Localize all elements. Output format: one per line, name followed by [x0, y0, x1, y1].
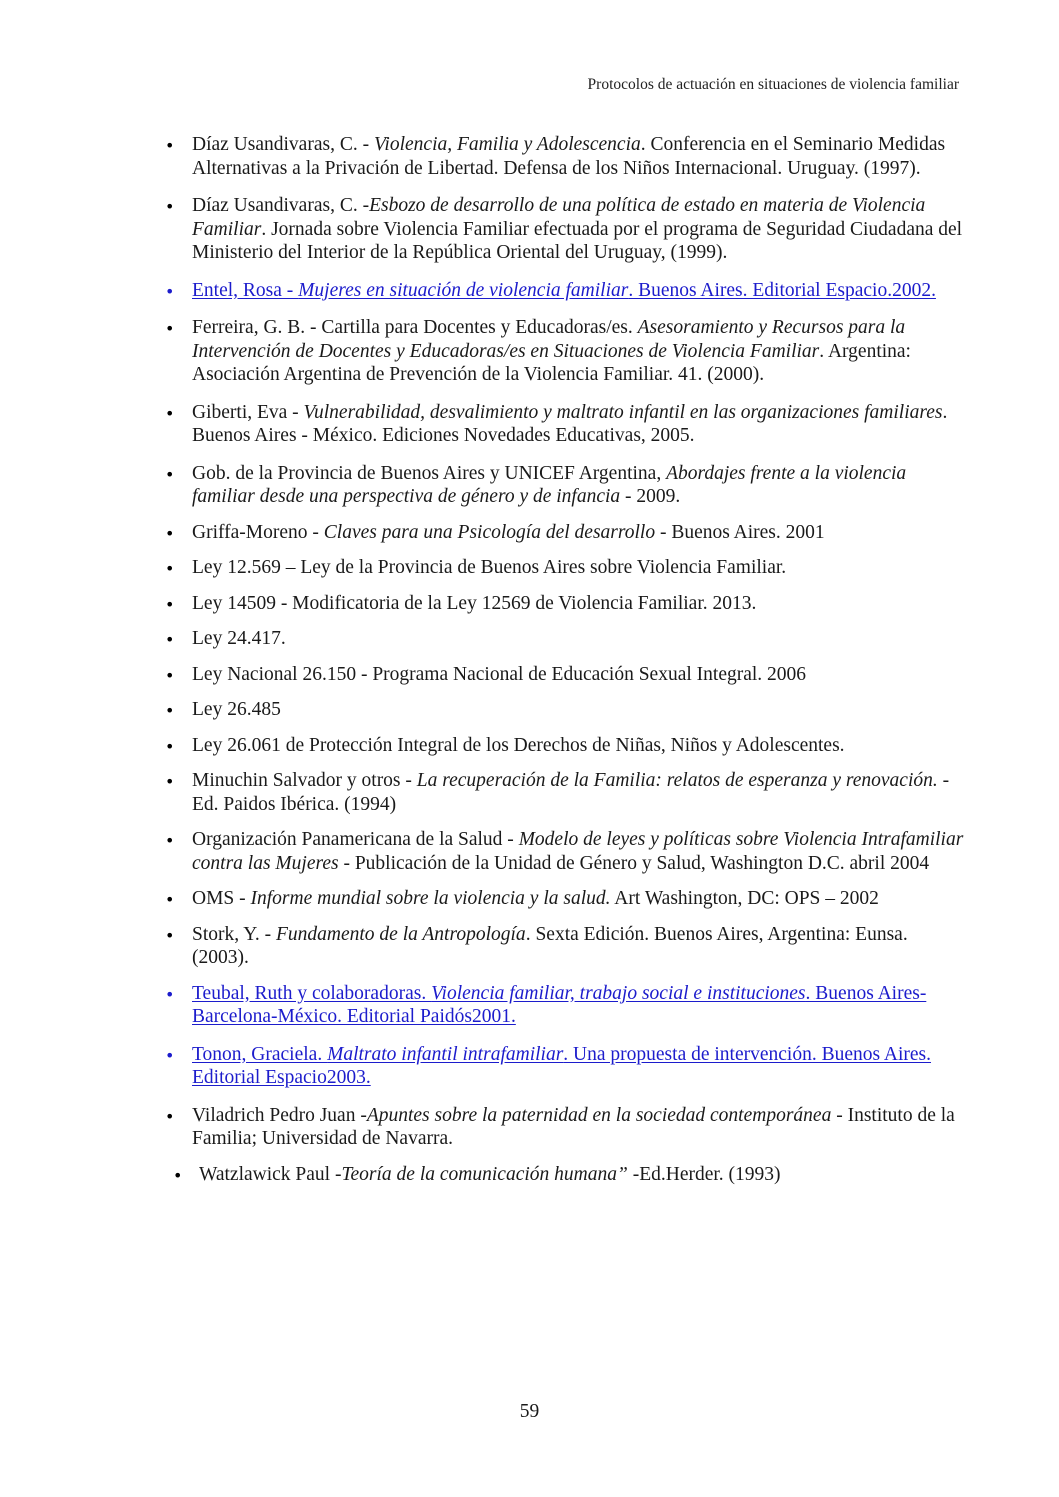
- reference-title: Maltrato infantil intrafamiliar: [327, 1043, 564, 1065]
- reference-text: Ley 26.061 de Protección Integral de los Derechos de Niñas, Niños y Adolescentes.: [192, 734, 845, 756]
- reference-item: [165, 698, 965, 722]
- reference-details: . Argentina: Asociación Argentina de Prevención de la Violencia Familiar. 41. (2000).: [192, 340, 911, 385]
- reference-title: Mujeres en situación de violencia familiar: [298, 279, 629, 301]
- reference-title: Esbozo de desarrollo de una política de estado en materia de Violencia Familiar: [192, 195, 926, 240]
- reference-item: [165, 663, 965, 687]
- reference-author: Watzlawick Paul -: [199, 1163, 342, 1185]
- reference-link[interactable]: [165, 982, 965, 1029]
- reference-details: - Buenos Aires. 2001: [655, 521, 825, 543]
- reference-author: Viladrich Pedro Juan -: [192, 1104, 367, 1126]
- reference-title: Abordajes frente a la violencia familiar desde una perspectiva de género y de infancia: [192, 462, 907, 507]
- reference-author: Gob. de la Provincia de Buenos Aires y UNICEF Argentina,: [192, 462, 667, 484]
- reference-title: Violencia familiar, trabajo social e instituciones: [431, 982, 806, 1004]
- reference-details: Art Washington, DC: OPS – 2002: [610, 888, 879, 909]
- reference-details: . Buenos Aires. Editorial Espacio.2002.: [628, 279, 936, 301]
- reference-item: [165, 887, 965, 911]
- reference-title: Apuntes sobre la paternidad en la sociedad contemporánea -: [366, 1104, 843, 1126]
- reference-title: Vulnerabilidad, desvalimiento y maltrato infantil en las organizaciones familiares: [303, 401, 943, 423]
- reference-item: [165, 462, 965, 509]
- reference-author: Stork, Y. -: [192, 923, 276, 945]
- reference-title: Modelo de leyes y políticas sobre Violencia Intrafamiliar contra las Mujeres: [192, 829, 964, 874]
- reference-author: Ferreira, G. B. - Cartilla para Docentes y Educadoras/es.: [192, 317, 638, 338]
- reference-details: . Una propuesta de intervención. Buenos Aires. Editorial Espacio2003.: [192, 1043, 931, 1088]
- reference-details: -Ed.Herder. (1993): [627, 1163, 781, 1185]
- reference-text: Ley 14509 - Modificatoria de la Ley 12569 de Violencia Familiar. 2013.: [192, 592, 757, 614]
- reference-title: Asesoramiento y Recursos para la Intervención de Docentes y Educadoras/es en Situaciones de Violencia Familiar: [192, 317, 906, 362]
- reference-text: Ley 12.569 – Ley de la Provincia de Buenos Aires sobre Violencia Familiar.: [192, 557, 787, 578]
- reference-details: . Buenos Aires - México. Ediciones Novedades Educativas, 2005.: [192, 401, 948, 446]
- reference-title: Fundamento de la Antropología: [275, 923, 526, 945]
- reference-details: . Conferencia en el Seminario Medidas Alternativas a la Privación de Libertad. Defensa de los Niños Internacional. Uruguay. (1997).: [192, 134, 946, 179]
- reference-author: Minuchin Salvador y otros -: [192, 770, 417, 791]
- reference-author: Griffa-Moreno -: [192, 521, 324, 543]
- reference-link[interactable]: [165, 279, 965, 303]
- reference-text: Ley 24.417.: [192, 628, 286, 649]
- reference-text: Ley 26.485: [192, 699, 281, 720]
- reference-item: [165, 828, 965, 875]
- reference-details: . Sexta Edición. Buenos Aires, Argentina: Eunsa. (2003).: [192, 923, 908, 968]
- reference-title: Violencia, Familia y Adolescencia: [373, 134, 641, 155]
- running-header: Protocolos de actuación en situaciones de violencia familiar: [587, 76, 959, 93]
- reference-list: [165, 133, 965, 1186]
- reference-details: - 2009.: [620, 486, 681, 507]
- reference-item: [165, 734, 965, 758]
- reference-author: Entel, Rosa -: [192, 279, 299, 301]
- reference-item: [165, 1104, 965, 1151]
- reference-item: [165, 923, 965, 970]
- reference-author: OMS -: [192, 888, 251, 909]
- reference-details: - Ed. Paidos Ibérica. (1994): [192, 770, 950, 815]
- reference-title: Claves para una Psicología del desarrollo: [323, 521, 656, 543]
- reference-author: Organización Panamericana de la Salud -: [192, 829, 519, 850]
- reference-item: [165, 521, 965, 545]
- reference-author: Giberti, Eva -: [192, 401, 304, 423]
- reference-link[interactable]: [165, 1043, 965, 1090]
- reference-title: Informe mundial sobre la violencia y la salud.: [250, 888, 611, 909]
- reference-title: La recuperación de la Familia: relatos de esperanza y renovación.: [416, 770, 938, 791]
- reference-author: Díaz Usandivaras, C. -: [192, 195, 370, 216]
- reference-author: Díaz Usandivaras, C. -: [192, 134, 374, 155]
- reference-author: Tonon, Graciela.: [192, 1043, 328, 1065]
- reference-item: [165, 194, 965, 265]
- reference-details: . Jornada sobre Violencia Familiar efectuada por el programa de Seguridad Ciudadana del Ministerio del Interior de la República Oriental del Uruguay, (1999).: [192, 218, 963, 263]
- reference-item: [165, 592, 965, 616]
- reference-item: [165, 627, 965, 651]
- reference-item: [165, 769, 965, 816]
- reference-text: Ley Nacional 26.150 - Programa Nacional de Educación Sexual Integral. 2006: [192, 663, 807, 685]
- reference-item: [165, 133, 965, 180]
- reference-details: - Publicación de la Unidad de Género y Salud, Washington D.C. abril 2004: [338, 852, 930, 874]
- reference-item: [165, 556, 965, 580]
- reference-item: [165, 316, 965, 387]
- reference-author: Teubal, Ruth y colaboradoras.: [192, 982, 432, 1004]
- reference-item: [165, 1163, 965, 1187]
- reference-title: Teoría de la comunicación humana”: [341, 1163, 628, 1185]
- reference-item: [165, 401, 965, 448]
- reference-details: . Buenos Aires-Barcelona-México. Editorial Paidós2001.: [192, 982, 927, 1027]
- page-number: 59: [519, 1401, 540, 1422]
- reference-details: Instituto de la Familia; Universidad de Navarra.: [192, 1104, 955, 1149]
